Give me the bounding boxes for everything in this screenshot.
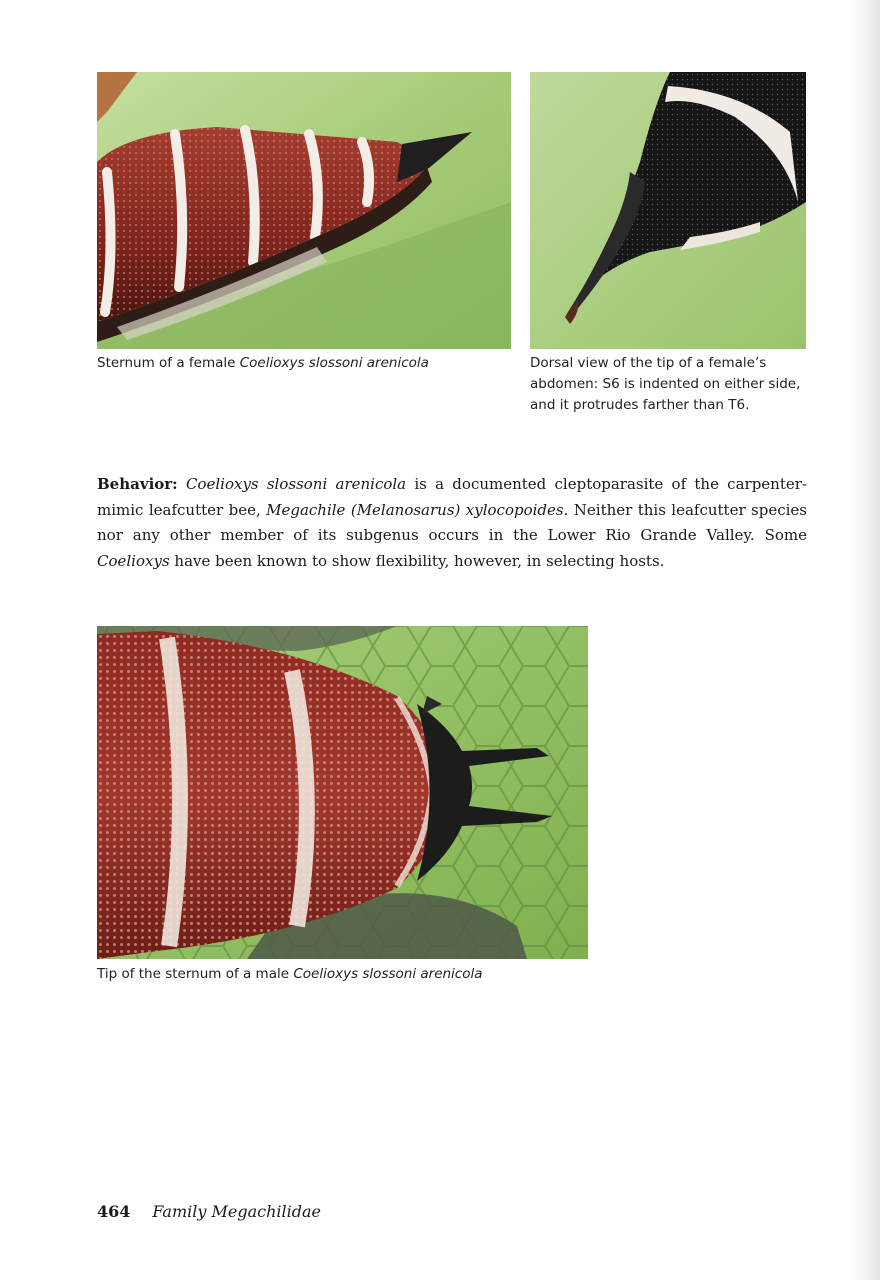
caption-abdomen-tip: Dorsal view of the tip of a female’s abdomen: S6 is indented on either side, and it protrudes farther than T6. [530, 355, 801, 413]
paragraph-text: have been known to show flexibility, however, in selecting hosts. [169, 551, 665, 570]
page-footer [97, 1202, 321, 1221]
behavior-heading: Behavior: [97, 475, 178, 493]
caption-text: Sternum of a female [97, 355, 240, 371]
photo-female-sternum [97, 72, 511, 349]
paragraph-text: is a documented cleptoparasite of the carpenter-mimic leafcutter bee, [97, 475, 807, 519]
paragraph-text: . Neither this leafcutter species nor any other member of its subgenus occurs in the Lower Rio Grande Valley. Some [97, 500, 807, 544]
species-name: Coelioxys slossoni arenicola [185, 475, 407, 493]
host-species-name: Megachile (Melanosarus) xylocopoides [266, 500, 564, 519]
page-number: 464 [97, 1202, 131, 1221]
caption-species-name: Coelioxys slossoni arenicola [239, 355, 429, 371]
genus-name: Coelioxys [97, 551, 170, 570]
behavior-paragraph [97, 472, 807, 574]
caption-species-name: Coelioxys slossoni arenicola [293, 966, 483, 982]
running-head: Family Megachilidae [152, 1202, 321, 1221]
caption-male-sternum-tip [97, 964, 597, 985]
caption-text: Tip of the sternum of a male [97, 966, 294, 982]
photo-male-sternum-tip [97, 626, 588, 959]
photo-female-abdomen-tip-dorsal [530, 72, 806, 349]
caption-female-sternum [97, 353, 517, 374]
page-edge-shadow [850, 0, 880, 1280]
